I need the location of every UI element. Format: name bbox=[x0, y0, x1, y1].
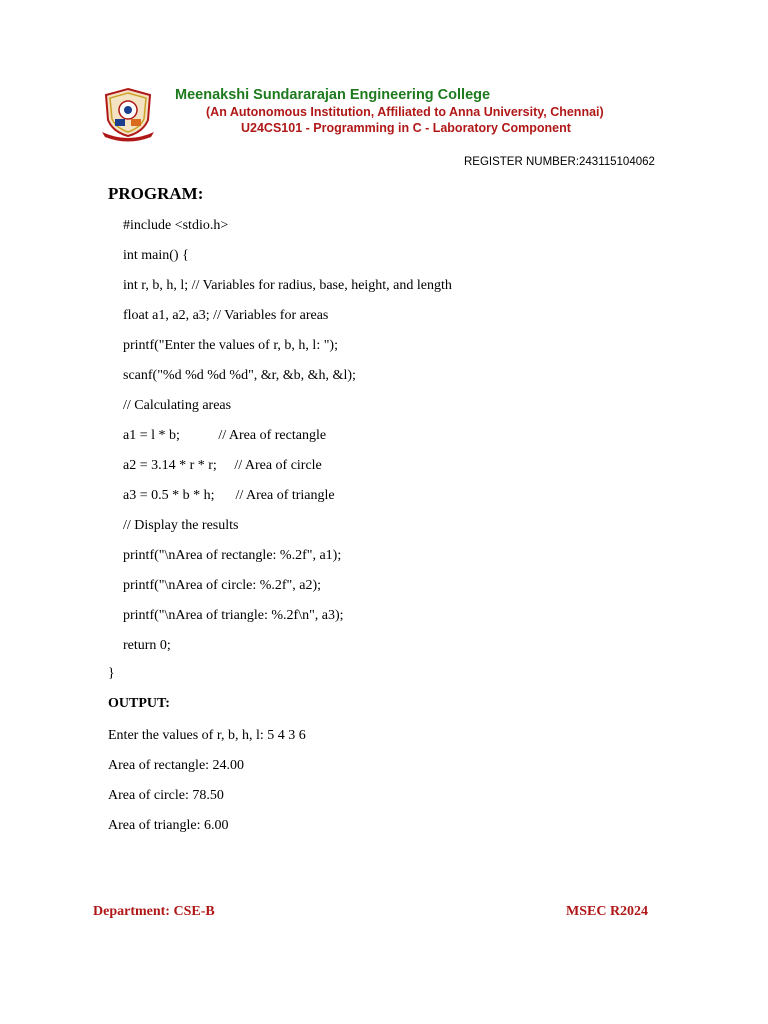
code-line: // Display the results bbox=[123, 518, 239, 533]
course-title: U24CS101 - Programming in C - Laboratory Component bbox=[241, 121, 571, 135]
code-line: printf("\nArea of circle: %.2f", a2); bbox=[123, 578, 322, 593]
output-line: Enter the values of r, b, h, l: 5 4 3 6 bbox=[108, 728, 306, 743]
code-line: printf("\nArea of triangle: %.2f\n", a3); bbox=[123, 608, 344, 623]
closing-brace: } bbox=[108, 666, 115, 681]
code-line: a1 = l * b; // Area of rectangle bbox=[123, 428, 327, 443]
register-number: REGISTER NUMBER:243115104062 bbox=[464, 156, 655, 168]
code-line: scanf("%d %d %d %d", &r, &b, &h, &l); bbox=[123, 368, 356, 383]
code-line: printf("\nArea of rectangle: %.2f", a1); bbox=[123, 548, 342, 563]
code-line: float a1, a2, a3; // Variables for areas bbox=[123, 308, 329, 323]
college-crest-icon bbox=[98, 86, 158, 142]
code-line: int main() { bbox=[123, 248, 189, 263]
college-name: Meenakshi Sundararajan Engineering College bbox=[175, 87, 491, 103]
code-line: a3 = 0.5 * b * h; // Area of triangle bbox=[123, 488, 335, 503]
output-line: Area of rectangle: 24.00 bbox=[108, 758, 245, 773]
output-line: Area of circle: 78.50 bbox=[108, 788, 224, 803]
affiliation-line: (An Autonomous Institution, Affiliated to Anna University, Chennai) bbox=[206, 105, 604, 119]
code-line: int r, b, h, l; // Variables for radius, base, height, and length bbox=[123, 278, 452, 293]
code-line: printf("Enter the values of r, b, h, l: "); bbox=[123, 338, 338, 353]
code-line: a2 = 3.14 * r * r; // Area of circle bbox=[123, 458, 322, 473]
regulation-label: MSEC R2024 bbox=[566, 904, 649, 919]
program-output bbox=[108, 726, 306, 846]
department-label: Department: CSE-B bbox=[93, 904, 215, 919]
code-line: // Calculating areas bbox=[123, 398, 232, 413]
program-code bbox=[123, 216, 452, 666]
output-heading: OUTPUT: bbox=[108, 696, 170, 711]
output-line: Area of triangle: 6.00 bbox=[108, 818, 229, 833]
code-line: return 0; bbox=[123, 638, 171, 653]
code-line: #include <stdio.h> bbox=[123, 218, 229, 233]
program-heading: PROGRAM: bbox=[108, 184, 204, 203]
